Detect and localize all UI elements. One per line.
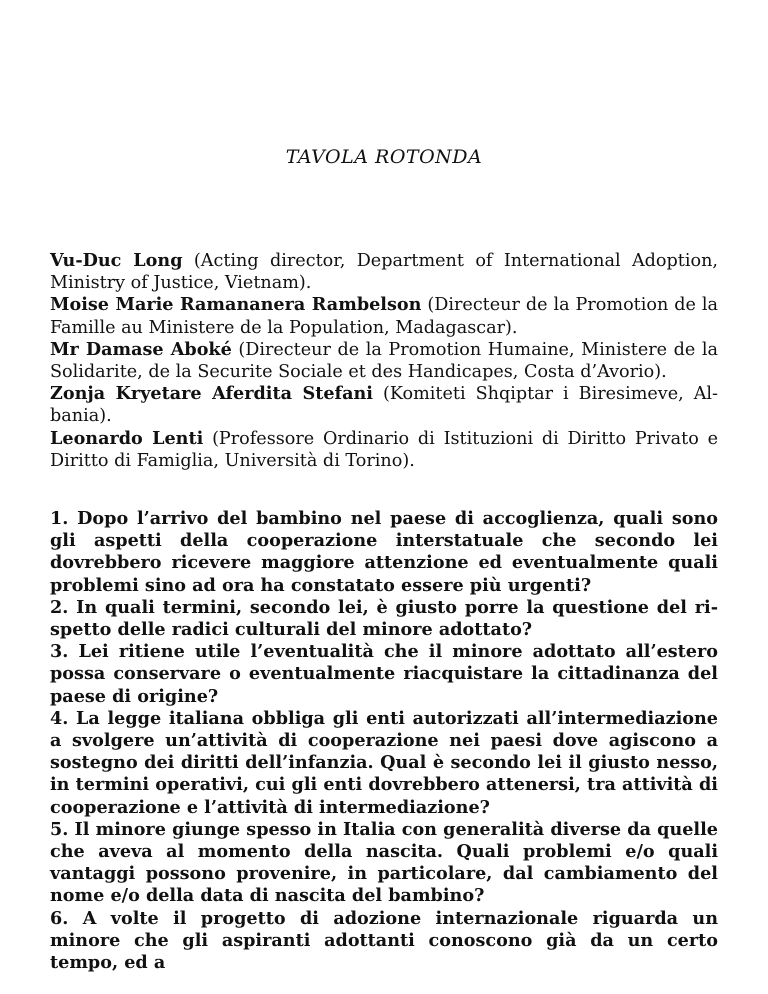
participant-entry — [50, 428, 718, 472]
participant-description: (Directeur de la Promotion Humaine, Ministere de la Solidarite, de la Securite Sociale et des Handicapes, Costa d’Avorio). — [50, 339, 718, 383]
participant-description: (Professore Ordinario di Istituzioni di Diritto Privato e Diritto di Famiglia, Università di Torino). — [50, 428, 718, 471]
participant-entry — [50, 383, 718, 427]
participant-name: Moise Marie Ramananera Rambelson — [50, 294, 422, 316]
participants-list — [50, 250, 718, 472]
participant-name: Vu-Duc Long — [50, 250, 183, 271]
question-item: 2. In quali termini, secondo lei, è giusto porre la questione del rispetto delle radici culturali del minore adottato? — [50, 596, 718, 641]
question-item: 1. Dopo l’arrivo del bambino nel paese di accoglienza, quali sono gli aspetti della cooperazione interstatuale che secondo lei dovrebbero ricevere maggiore attenzione ed eventualmente quali problemi sino ad ora ha constatato essere più urgenti? — [50, 508, 718, 596]
participant-description: (Acting director, Department of International Adoption, Ministry of Justice, Vietnam). — [50, 251, 718, 294]
participant-name: Leonardo Lenti — [50, 427, 204, 449]
participant-description: (Directeur de la Promotion de la Famille au Ministere de la Population, Madagascar). — [50, 295, 719, 338]
participant-name: Zonja Kryetare Aferdita Stefani — [50, 383, 373, 405]
question-item: 5. Il minore giunge spesso in Italia con generalità diverse da quelle che aveva al momento della nascita. Quali problemi e/o quali vantaggi possono provenire, in particolare, dal cambiamento del nome e/o della data di nascita del bambino? — [50, 818, 718, 907]
participant-name: Mr Damase Aboké — [50, 338, 232, 360]
participant-description: (Komiteti Shqiptar i Biresimeve, Albania). — [50, 384, 718, 427]
participant-entry — [50, 250, 718, 294]
participant-entry — [50, 339, 718, 383]
page-title: TAVOLA ROTONDA — [285, 146, 483, 168]
participant-entry — [50, 294, 718, 338]
questions-list — [50, 508, 718, 974]
question-item: 4. La legge italiana obbliga gli enti autorizzati all’intermediazione a svolgere un’attività di cooperazione nei paesi dove agiscono a sostegno dei diritti dell’infanzia. Qual è secondo lei il giusto nesso, in termini operativi, cui gli enti dovrebbero attenersi, tra attività di cooperazione e l’attività di intermediazione? — [50, 707, 718, 818]
question-item: 3. Lei ritiene utile l’eventualità che il minore adottato all’estero possa conservare o eventualmente riacquistare la cittadinanza del paese di origine? — [50, 641, 718, 707]
question-item: 6. A volte il progetto di adozione internazionale riguarda un minore che gli aspiranti adottanti conoscono già da un certo tempo, ed a — [50, 907, 718, 974]
